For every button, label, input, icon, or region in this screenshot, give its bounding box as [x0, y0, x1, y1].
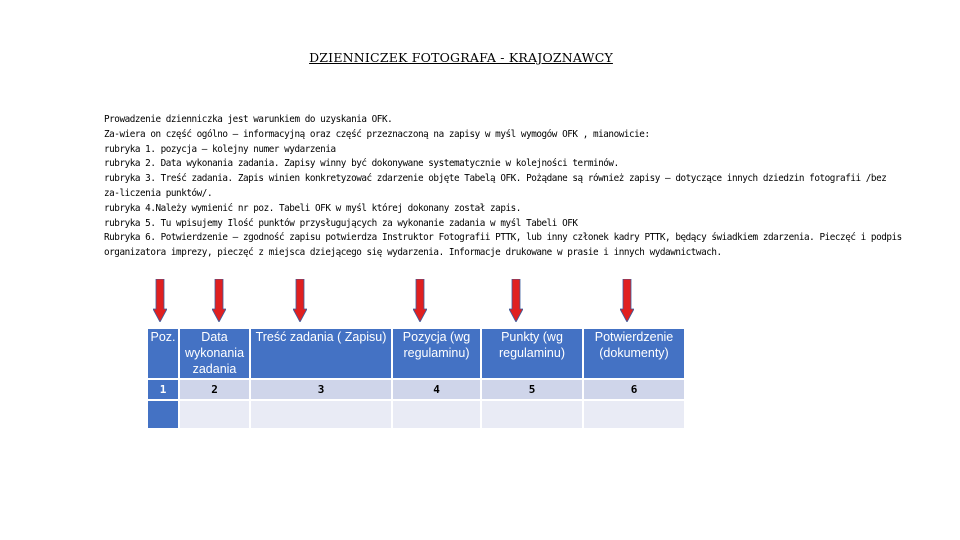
instructions-text [104, 113, 904, 261]
header-poz: Poz. [148, 329, 178, 378]
table-cell [482, 401, 582, 428]
column-number: 4 [393, 380, 480, 399]
column-number: 1 [148, 380, 178, 399]
paragraph-line: Rubryka 6. Potwierdzenie – zgodność zapisu potwierdza Instruktor Fotografii PTTK, lub inny członek kadry PTTK, będący świadkiem zdarzenia. Pieczęć i podpis [104, 232, 902, 244]
header-data: Data wykonania zadania [180, 329, 249, 378]
paragraph-line: za-liczenia punktów/. [104, 187, 213, 199]
column-number: 5 [482, 380, 582, 399]
table-header-row [148, 329, 684, 378]
document-title: DZIENNICZEK FOTOGRAFA - KRAJOZNAWCY [309, 50, 613, 65]
header-punkty: Punkty (wg regulaminu) [482, 329, 582, 378]
table-cell [180, 401, 249, 428]
column-number: 6 [584, 380, 684, 399]
paragraph-line: rubryka 5. Tu wpisujemy Ilość punktów przysługujących za wykonanie zadania w myśl Tabeli OFK [104, 217, 578, 229]
table-cell [393, 401, 480, 428]
down-arrow-icon [212, 279, 226, 322]
paragraph-line: rubryka 4.Należy wymienić nr poz. Tabeli OFK w myśl której dokonany został zapis. [104, 202, 521, 214]
table-cell [584, 401, 684, 428]
column-number: 2 [180, 380, 249, 399]
down-arrow-icon [620, 279, 634, 322]
down-arrow-icon [153, 279, 167, 322]
table-cell [251, 401, 391, 428]
down-arrow-icon [293, 279, 307, 322]
column-number: 3 [251, 380, 391, 399]
down-arrow-icon [509, 279, 523, 322]
paragraph-line: organizatora imprezy, pieczęć z miejsca dziejącego się wydarzenia. Informacje drukowane w prasie i innych wydawnictwach. [104, 247, 722, 259]
paragraph-line: Za-wiera on część ogólno – informacyjną oraz część przeznaczoną na zapisy w myśl wymogów OFK , mianowicie: [104, 128, 650, 140]
header-tresc: Treść zadania ( Zapisu) [251, 329, 391, 378]
paragraph-line: rubryka 3. Treść zadania. Zapis winien konkretyzować zdarzenie objęte Tabelą OFK. Pożądane są również zapisy – dotyczące innych dziedzin fotografii /bez [104, 173, 887, 185]
paragraph-line: Prowadzenie dzienniczka jest warunkiem do uzyskania OFK. [104, 114, 393, 125]
table-row [148, 380, 684, 399]
down-arrow-icon [413, 279, 427, 322]
paragraph-line: rubryka 2. Data wykonania zadania. Zapisy winny być dokonywane systematycznie w kolejności terminów. [104, 158, 619, 170]
diary-table [146, 327, 686, 430]
table-cell [148, 401, 178, 428]
table-row [148, 401, 684, 428]
paragraph-line: rubryka 1. pozycja – kolejny numer wydarzenia [104, 143, 336, 155]
header-pozycja: Pozycja (wg regulaminu) [393, 329, 480, 378]
header-potwierdzenie: Potwierdzenie (dokumenty) [584, 329, 684, 378]
